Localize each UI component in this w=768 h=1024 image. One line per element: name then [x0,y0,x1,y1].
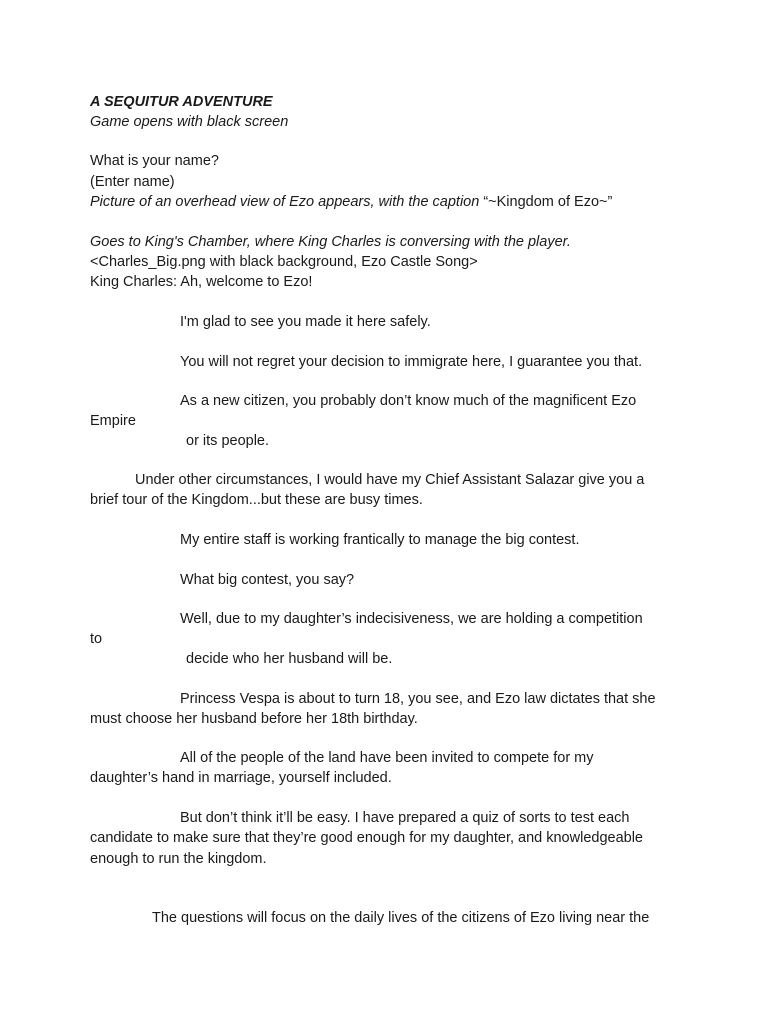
dialogue-line: But don’t think it’ll be easy. I have prepared a quiz of sorts to test each [180,810,630,826]
dialogue-start: King Charles: Ah, welcome to Ezo! [90,274,313,290]
dialogue-line: decide who her husband will be. [186,651,393,667]
name-input-note: (Enter name) [90,174,175,190]
scene-direction: Goes to King's Chamber, where King Charles is conversing with the player. [90,234,571,250]
dialogue-line: Under other circumstances, I would have my Chief Assistant Salazar give you a [135,472,645,488]
picture-direction-text: Picture of an overhead view of Ezo appears, with the caption [90,194,484,210]
dialogue-line: My entire staff is working frantically to manage the big contest. [180,532,580,548]
name-prompt: What is your name? [90,153,219,169]
dialogue-line: Princess Vespa is about to turn 18, you see, and Ezo law dictates that she [180,691,656,707]
dialogue-line: brief tour of the Kingdom...but these are busy times. [90,492,423,508]
dialogue-line: Well, due to my daughter’s indecisiveness, we are holding a competition [180,611,643,627]
dialogue-line: You will not regret your decision to immigrate here, I guarantee you that. [180,354,643,370]
dialogue-line: The questions will focus on the daily lives of the citizens of Ezo living near the [152,910,650,926]
dialogue-line: or its people. [186,433,270,449]
picture-direction [90,192,612,212]
picture-caption: “~Kingdom of Ezo~” [483,194,613,210]
asset-note: <Charles_Big.png with black background, Ezo Castle Song> [90,254,478,270]
document-title: A SEQUITUR ADVENTURE [90,94,273,110]
dialogue-line: What big contest, you say? [180,572,355,588]
opening-direction: Game opens with black screen [90,114,289,130]
dialogue-line: All of the people of the land have been invited to compete for my [180,750,594,766]
dialogue-line: As a new citizen, you probably don’t know much of the magnificent Ezo [180,393,637,409]
dialogue-line: candidate to make sure that they’re good enough for my daughter, and knowledgeable [90,830,643,846]
dialogue-line: daughter’s hand in marriage, yourself included. [90,770,392,786]
dialogue-line: to [90,631,103,647]
dialogue-line: I'm glad to see you made it here safely. [180,314,431,330]
dialogue-line: Empire [90,413,136,429]
dialogue-line: enough to run the kingdom. [90,851,267,867]
dialogue-line: must choose her husband before her 18th birthday. [90,711,418,727]
